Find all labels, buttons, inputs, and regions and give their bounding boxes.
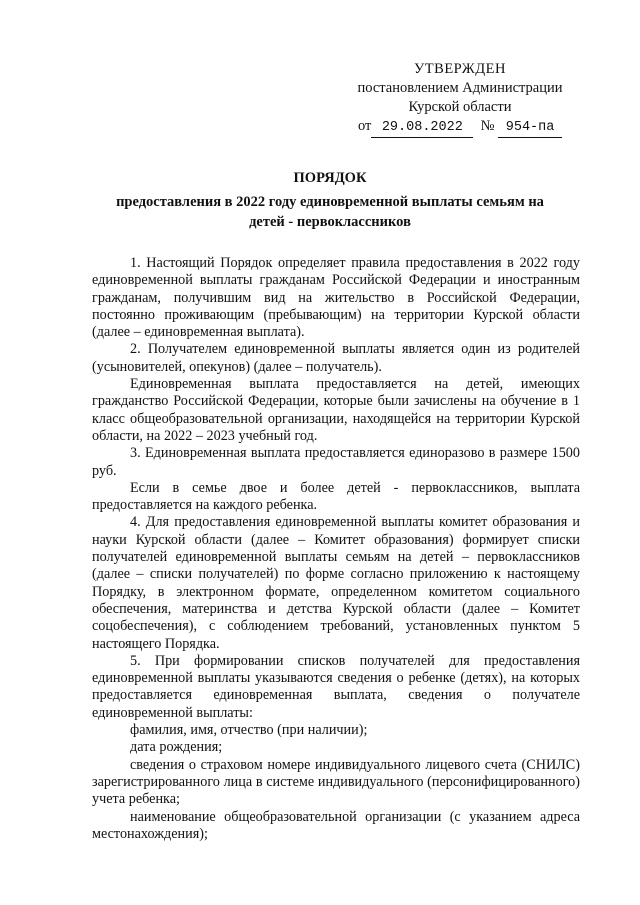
document-title <box>70 168 590 232</box>
paragraph: Единовременная выплата предоставляется на детей, имеющих гражданство Российской Федерации, которые были зачислены на обучение в 1 класс общеобразовательной организации, находящейся на территории Курской области, на 2022 – 2023 учебный год. <box>92 376 580 444</box>
date-prefix: от <box>357 118 372 134</box>
document-title-sub-1: предоставления в 2022 году единовременной выплаты семьям на <box>116 194 544 210</box>
approval-block <box>340 60 580 138</box>
paragraph: 1. Настоящий Порядок определяет правила предоставления в 2022 году единовременной выплаты гражданам Российской Федерации и иностранным гражданам, получившим вид на жительство в Российской Федерации, постоянно проживающим (пребывающим) на территории Курской области (далее – единовременная выплата). <box>92 255 580 341</box>
paragraph: 2. Получателем единовременной выплаты является один из родителей (усыновителей, опекунов) (далее – получатель). <box>92 341 580 375</box>
paragraph: фамилия, имя, отчество (при наличии); <box>130 722 368 739</box>
document-title-main: ПОРЯДОК <box>293 170 367 186</box>
approval-date-line <box>340 117 580 138</box>
approval-number: 954-па <box>498 118 562 138</box>
approval-line-2: Курской области <box>408 99 512 115</box>
paragraph: Если в семье двое и более детей - первоклассников, выплата предоставляется на каждого ребенка. <box>92 479 580 514</box>
approval-title: УТВЕРЖДЕН <box>414 61 506 77</box>
document-body <box>92 255 580 843</box>
number-prefix: № <box>480 118 495 134</box>
paragraph: 4. Для предоставления единовременной выплаты комитет образования и науки Курской области (далее – Комитет образования) формирует списки получателей единовременной выплаты семьям на детей – первоклассников (далее – списки получателей) по форме согласно приложению к настоящему Порядку, в электронном формате, определенном комитетом социального обеспечения, материнства и детства Курской области (далее – Комитет соцобеспечения), с соблюдением требований, установленных пунктом 5 настоящего Порядка. <box>92 514 580 652</box>
paragraph: сведения о страховом номере индивидуального лицевого счета (СНИЛС) зарегистрированного лица в системе индивидуального (персонифицированного) учета ребенка; <box>92 756 580 808</box>
approval-line-1: постановлением Администрации <box>357 80 563 96</box>
paragraph: наименование общеобразовательной организации (с указанием адреса местонахождения); <box>92 808 580 842</box>
paragraph: 3. Единовременная выплата предоставляется единоразово в размере 1500 руб. <box>92 445 580 479</box>
paragraph: дата рождения; <box>130 739 223 756</box>
approval-date: 29.08.2022 <box>371 118 473 138</box>
paragraph: 5. При формировании списков получателей для предоставления единовременной выплаты указываются сведения о ребенке (детях), на которых предоставляется единовременная выплата, сведения о получателе единовременной выплаты: <box>92 652 580 721</box>
document-title-sub-2: детей - первоклассников <box>249 214 411 230</box>
